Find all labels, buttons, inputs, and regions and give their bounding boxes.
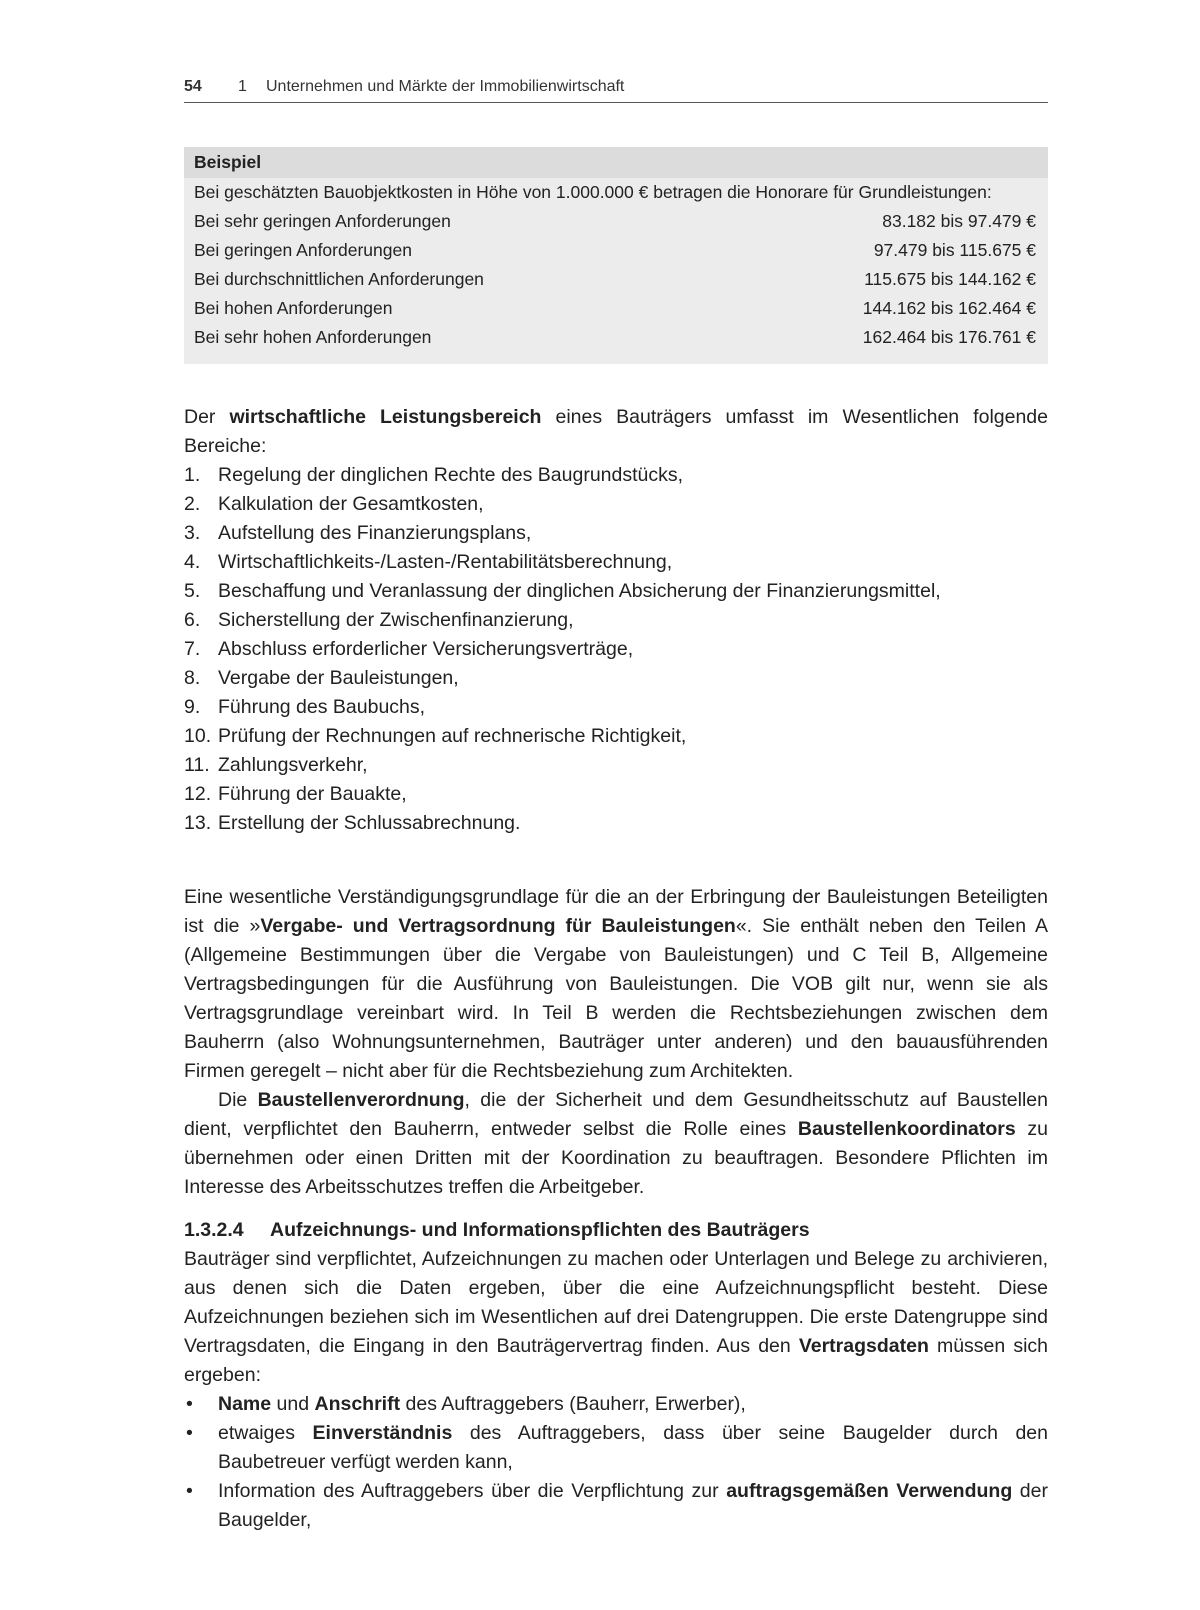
example-row xyxy=(184,323,1048,352)
numbered-list xyxy=(184,461,1048,838)
example-box-title: Beispiel xyxy=(184,147,1048,178)
example-row-value: 144.162 bis 162.464 € xyxy=(862,298,1036,318)
section-title: Aufzeichnungs- und Informationspflichten des Bauträgers xyxy=(270,1219,810,1241)
bold-term: Baustellenkoordinators xyxy=(797,1118,1016,1140)
list-item: 8. Vergabe der Bauleistungen, xyxy=(184,667,459,689)
bold-term: Vertragsdaten xyxy=(798,1335,929,1357)
example-row-value: 83.182 bis 97.479 € xyxy=(882,211,1036,231)
paragraph-vob: Eine wesentliche Verständigungsgrundlage für die an der Erbringung der Bauleistungen Beteiligten ist die »Vergabe- und Vertragsordnung für Bauleistungen«. Sie enthält neben den Teilen A (Allgemeine Bestimmungen über die Vergabe von Bauleistungen) und C Teil B, Allgemeine Vertragsbedingungen für die Ausführung von Bauleistungen. Die VOB gilt nur, wenn sie als Vertragsgrundlage vereinbart wird. In Teil B werden die Rechtsbeziehungen zwischen dem Bauherrn (also Wohnungsunternehmen, Bauträger unter anderen) und den bauausführenden Firmen geregelt – nicht aber für die Rechtsbeziehung zum Architekten. xyxy=(184,886,1048,1082)
list-item: 7. Abschluss erforderlicher Versicherungsverträge, xyxy=(184,638,634,660)
list-item: 6. Sicherstellung der Zwischenfinanzierung, xyxy=(184,609,574,631)
running-header xyxy=(184,76,1048,103)
bullet-list xyxy=(184,1390,1048,1535)
example-row xyxy=(184,294,1048,323)
example-row-label: Bei geringen Anforderungen xyxy=(194,240,412,260)
bullet-icon: • xyxy=(186,1480,193,1502)
bullet-item: • Name und Anschrift des Auftraggebers (Bauherr, Erwerber), xyxy=(184,1390,1048,1419)
bullet-item: • Information des Auftraggebers über die Verpflichtung zur auftragsgemäßen Verwendung der Baugelder, xyxy=(184,1477,1048,1535)
list-item: 10. Prüfung der Rechnungen auf rechnerische Richtigkeit, xyxy=(184,725,687,747)
list-item: 9. Führung des Baubuchs, xyxy=(184,696,426,718)
example-box xyxy=(184,147,1048,364)
list-item: 13. Erstellung der Schlussabrechnung. xyxy=(184,812,521,834)
paragraph-intro: Der wirtschaftliche Leistungsbereich eines Bauträgers umfasst im Wesentlichen folgende Bereiche: xyxy=(184,406,1048,457)
paragraph-baustellenverordnung: Die Baustellenverordnung, die der Sicherheit und dem Gesundheitsschutz auf Baustellen dient, verpflichtet den Bauherrn, entweder selbst die Rolle eines Baustellenkoordinators zu übernehmen oder einen Dritten mit der Koordination zu beauftragen. Besondere Pflichten im Interesse des Arbeitsschutzes treffen die Arbeitgeber. xyxy=(184,1089,1048,1198)
example-box-intro: Bei geschätzten Bauobjektkosten in Höhe von 1.000.000 € betragen die Honorare für Grundleistungen: xyxy=(194,182,992,202)
example-row-label: Bei sehr geringen Anforderungen xyxy=(194,211,451,231)
example-row-value: 115.675 bis 144.162 € xyxy=(864,269,1036,289)
list-item: 4. Wirtschaftlichkeits-/Lasten-/Rentabilitätsberechnung, xyxy=(184,551,673,573)
section-heading xyxy=(184,1216,1048,1245)
paragraph-aufzeichnung: Bauträger sind verpflichtet, Aufzeichnungen zu machen oder Unterlagen und Belege zu archivieren, aus denen sich die Daten ergeben, über die eine Aufzeichnungspflicht besteht. Diese Aufzeichnungen beziehen sich im Wesentlichen auf drei Datengruppen. Die erste Datengruppe sind Vertragsdaten, die Eingang in den Bauträgervertrag finden. Aus den Vertragsdaten müssen sich ergeben: xyxy=(184,1248,1048,1386)
example-row-label: Bei sehr hohen Anforderungen xyxy=(194,327,432,347)
example-row xyxy=(184,236,1048,265)
bullet-item: • etwaiges Einverständnis des Auftraggebers, dass über seine Baugelder durch den Baubetreuer verfügt werden kann, xyxy=(184,1419,1048,1477)
list-item: 2. Kalkulation der Gesamtkosten, xyxy=(184,493,484,515)
bold-term: Vergabe- und Vertragsordnung für Bauleistungen xyxy=(260,915,736,937)
list-item: 5. Beschaffung und Veranlassung der dinglichen Absicherung der Finanzierungsmittel, xyxy=(184,580,941,602)
bold-term: wirtschaftliche Leistungsbereich xyxy=(229,406,542,428)
list-item: 11. Zahlungsverkehr, xyxy=(184,754,368,776)
bold-term: Baustellenverordnung xyxy=(257,1089,465,1111)
section-number: 1.3.2.4 xyxy=(184,1219,244,1241)
example-row-value: 97.479 bis 115.675 € xyxy=(873,240,1036,260)
example-row-label: Bei hohen Anforderungen xyxy=(194,298,393,318)
example-row-label: Bei durchschnittlichen Anforderungen xyxy=(194,269,484,289)
main-text-block-1 xyxy=(184,403,1048,838)
main-text-block-3 xyxy=(184,1216,1048,1535)
example-row xyxy=(184,207,1048,236)
page-number: 54 xyxy=(184,78,202,95)
bullet-icon: • xyxy=(186,1393,193,1415)
list-item: 12. Führung der Bauakte, xyxy=(184,783,407,805)
example-row xyxy=(184,265,1048,294)
example-row-value: 162.464 bis 176.761 € xyxy=(862,327,1036,347)
list-item: 1. Regelung der dinglichen Rechte des Baugrundstücks, xyxy=(184,464,684,486)
bullet-icon: • xyxy=(186,1422,193,1444)
main-text-block-2 xyxy=(184,883,1048,1202)
chapter-number: 1 xyxy=(238,78,247,95)
list-item: 3. Aufstellung des Finanzierungsplans, xyxy=(184,522,532,544)
chapter-title: Unternehmen und Märkte der Immobilienwirtschaft xyxy=(266,78,625,95)
